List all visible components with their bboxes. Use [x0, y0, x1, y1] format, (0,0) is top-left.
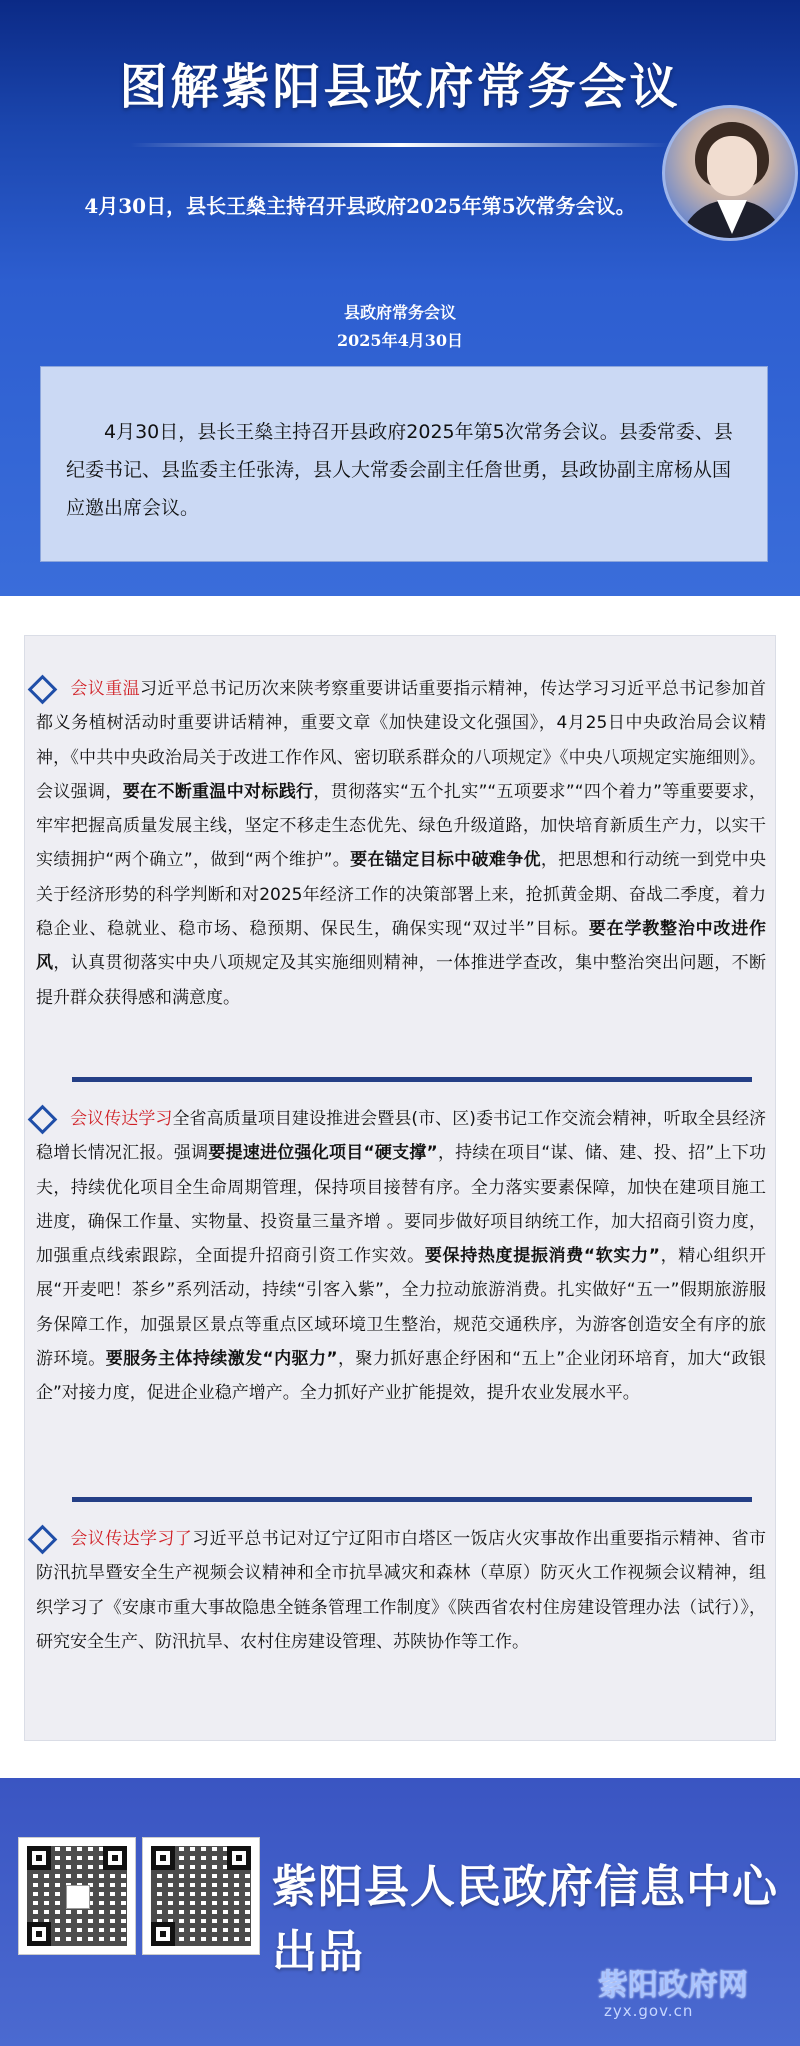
section-paragraph: 会议传达学习了习近平总书记对辽宁辽阳市白塔区一饭店火灾事故作出重要指示精神、省市防汛抗旱暨安全生产视频会议精神和全市抗旱减灾和森林（草原）防灭火工作视频会议精神，组织学习了《安康市重大事故隐患全链条管理工作制度》《陕西省农村住房建设管理办法（试行）》，研究安全生产、防汛抗旱、农村住房建设管理、苏陕协作等工作。	[36, 1529, 767, 1652]
section-divider	[72, 1497, 752, 1502]
section-keyword: 会议传达学习	[70, 1109, 173, 1129]
site-url: zyx.gov.cn	[604, 2002, 694, 2020]
meeting-date: 2025年4月30日	[337, 331, 463, 350]
section-keyword: 会议重温	[70, 679, 140, 699]
section-study	[36, 1102, 766, 1411]
qr-code-icon	[142, 1837, 260, 1955]
qr-logo-icon	[66, 1885, 90, 1909]
section-review	[36, 672, 766, 1015]
county-head-portrait-photo	[662, 105, 798, 241]
section-paragraph: 会议重温习近平总书记历次来陕考察重要讲话重要指示精神，传达学习习近平总书记参加首都义务植树活动时重要讲话精神，重要文章《加快建设文化强国》，4月25日中央政治局会议精神，《中共中央政治局关于改进工作作风、密切联系群众的八项规定》《中央八项规定实施细则》。会议强调，要在不断重温中对标践行，贯彻落实“五个扎实”“五项要求”“四个着力”等重要要求，牢牢把握高质量发展主线，坚定不移走生态优先、绿色升级道路，加快培育新质生产力，以实干实绩拥护“两个确立”，做到“两个维护”。要在锚定目标中破难争优，把思想和行动统一到党中央关于经济形势的科学判断和对2025年经济工作的决策部署上来，抢抓黄金期、奋战二季度，着力稳企业、稳就业、稳市场、稳预期、保民生，确保实现“双过半”目标。要在学教整治中改进作风，认真贯彻落实中央八项规定及其实施细则精神，一体推进学查改，集中整治突出问题，不断提升群众获得感和满意度。	[36, 679, 767, 1008]
meeting-name: 县政府常务会议	[343, 303, 456, 322]
site-logo-text: 紫阳政府网	[598, 1968, 748, 2003]
publisher-label: 紫阳县人民政府信息中心出品	[272, 1860, 779, 1978]
section-study-more	[36, 1522, 766, 1659]
section-keyword: 会议传达学习了	[70, 1529, 193, 1549]
title-divider	[130, 143, 670, 147]
page-title: 图解紫阳县政府常务会议	[119, 59, 681, 115]
page-subtitle: 4月30日，县长王燊主持召开县政府2025年第5次常务会议。	[84, 194, 636, 218]
intro-paragraph: 4月30日，县长王燊主持召开县政府2025年第5次常务会议。县委常委、县纪委书记、县监委主任张涛，县人大常委会副主任詹世勇，县政协副主席杨从国应邀出席会议。	[66, 421, 733, 519]
section-paragraph: 会议传达学习全省高质量项目建设推进会暨县(市、区)委书记工作交流会精神，听取全县经济稳增长情况汇报。强调要提速进位强化项目“硬支撑”，持续在项目“谋、储、建、投、招”上下功夫，持续优化项目全生命周期管理，保持项目接替有序。全力落实要素保障，加快在建项目施工进度，确保工作量、实物量、投资量三量齐增 。要同步做好项目纳统工作，加大招商引资力度，加强重点线索跟踪，全面提升招商引资工作实效。要保持热度提振消费“软实力”，精心组织开展“开麦吧！茶乡”系列活动，持续“引客入紫”，全力拉动旅游消费。扎实做好“五一”假期旅游服务保障工作，加强景区景点等重点区域环境卫生整治，规范交通秩序，为游客创造安全有序的旅游环境。要服务主体持续激发“内驱力”，聚力抓好惠企纾困和“五上”企业闭环培育，加大“政银企”对接力度，促进企业稳产增产。全力抓好产业扩能提效，提升农业发展水平。	[36, 1109, 767, 1404]
portrait-face	[707, 136, 757, 196]
section-divider	[72, 1077, 752, 1082]
qr-code-icon	[18, 1837, 136, 1955]
